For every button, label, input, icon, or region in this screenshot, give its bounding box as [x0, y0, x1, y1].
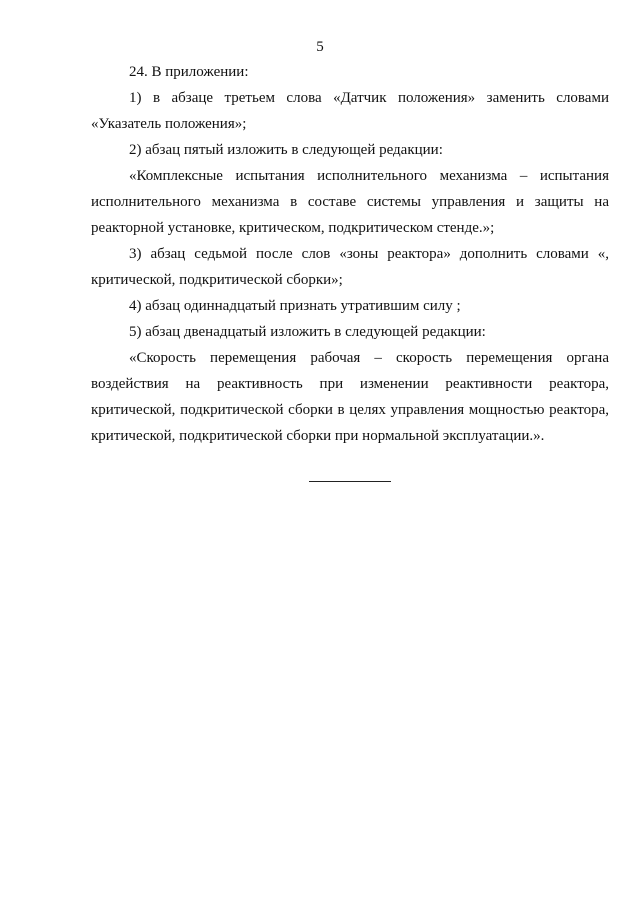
paragraph-subitem-2: 2) абзац пятый изложить в следующей редакции:: [129, 142, 443, 158]
page-number: 5: [316, 39, 324, 55]
paragraph-item-24-heading: 24. В приложении:: [129, 64, 249, 80]
paragraph-subitem-5: 5) абзац двенадцатый изложить в следующей редакции:: [129, 324, 486, 340]
paragraph-quote-complex-tests: «Комплексные испытания исполнительного механизма – испытания исполнительного механизма в составе системы управления и защиты на реакторной установке, критическом, подкритическом стенде.»;: [91, 168, 609, 236]
paragraph-subitem-1: 1) в абзаце третьем слова «Датчик положения» заменить словами «Указатель положения»;: [91, 90, 609, 132]
end-divider-line: [309, 481, 391, 482]
paragraph-subitem-4: 4) абзац одиннадцатый признать утратившим силу ;: [129, 298, 461, 314]
paragraph-quote-working-speed: «Скорость перемещения рабочая – скорость перемещения органа воздействия на реактивность при изменении реактивности реактора, критической, подкритической сборки в целях управления мощностью реактора, критической, подкритической сборки при нормальной эксплуатации.».: [91, 350, 609, 444]
document-body: [91, 59, 609, 449]
paragraph-subitem-3: 3) абзац седьмой после слов «зоны реактора» дополнить словами «, критической, подкритической сборки»;: [91, 246, 609, 288]
